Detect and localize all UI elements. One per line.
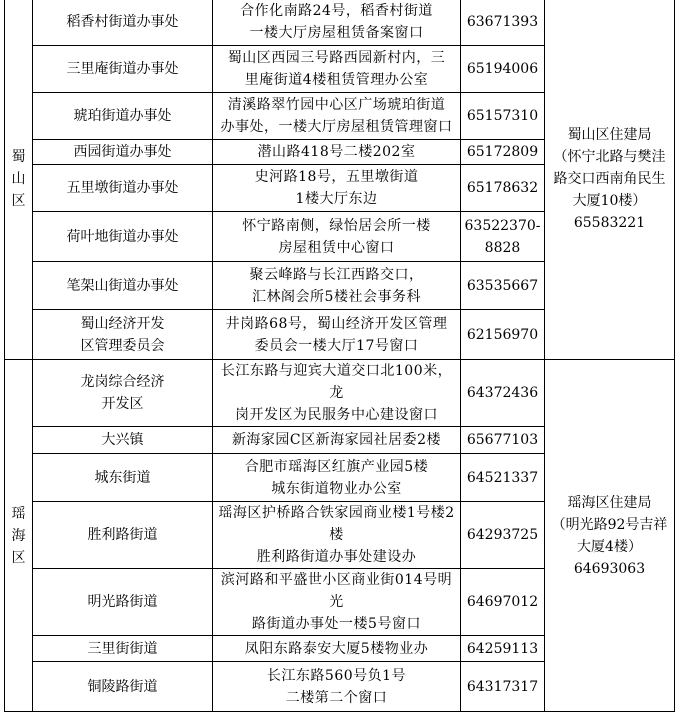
text-line: 大兴镇 — [101, 432, 144, 448]
text-line: 65194006 — [466, 61, 539, 77]
text-line: 64693063 — [573, 560, 646, 577]
text-line: 65172809 — [466, 144, 539, 160]
text-line: 明光路街道 — [87, 594, 158, 610]
office-name-cell — [33, 0, 213, 46]
office-name-cell — [33, 454, 213, 502]
text-line: 65677103 — [466, 432, 539, 448]
text-line: 63522370- — [464, 217, 541, 234]
text-line: 区 — [11, 193, 26, 209]
office-name-cell — [33, 212, 213, 262]
text-line: 65583221 — [573, 215, 646, 231]
district-cell — [5, 360, 33, 712]
address-cell — [213, 427, 461, 454]
text-line: 五里墩街道办事处 — [66, 180, 179, 196]
office-name-cell — [33, 502, 213, 569]
text-line: （明光路92号吉祥 — [551, 516, 668, 533]
text-line: 清溪路翠竹园中心区广场琥珀街道 — [227, 97, 446, 113]
text-line: 蜀山区西园三号路西园新村内，三 — [227, 50, 446, 66]
text-line: 胜利路街道 — [87, 527, 158, 543]
text-line: 大厦10楼） — [572, 193, 647, 209]
text-line: 区管理委员会 — [80, 337, 165, 354]
text-line: 史河路18号，五里墩街道 — [254, 169, 419, 185]
text-line: 瑶 — [11, 505, 26, 522]
text-line: 开发区 — [101, 396, 144, 412]
address-cell — [213, 569, 461, 636]
text-line: 65157310 — [466, 108, 539, 124]
text-line: 瑶海区住建局 — [567, 494, 652, 511]
phone-cell — [461, 636, 545, 662]
office-name-cell — [33, 636, 213, 662]
text-line: 稻香村街道办事处 — [66, 14, 179, 30]
phone-cell — [461, 46, 545, 93]
rental-registry-table — [4, 0, 675, 712]
office-name-cell — [33, 93, 213, 140]
text-line: 潜山路418号二楼202室 — [257, 144, 416, 160]
office-name-cell — [33, 262, 213, 310]
office-name-cell — [33, 46, 213, 93]
text-line: 合作化南路24号，稻香村街道 — [240, 3, 433, 19]
phone-cell — [461, 0, 545, 46]
text-line: 龙岗综合经济 — [80, 374, 165, 390]
text-line: 1楼大厅东边 — [295, 191, 378, 207]
text-line: 琥珀街道办事处 — [73, 108, 172, 124]
phone-cell — [461, 502, 545, 569]
address-cell — [213, 93, 461, 140]
text-line: 64372436 — [466, 385, 539, 401]
address-cell — [213, 165, 461, 212]
text-line: 65178632 — [466, 180, 539, 196]
office-name-cell — [33, 140, 213, 165]
text-line: 井岗路68号，蜀山经济开发区管理 — [225, 315, 448, 332]
phone-cell — [461, 454, 545, 502]
phone-cell — [461, 262, 545, 310]
text-line: 三里庵街道办事处 — [66, 61, 179, 77]
phone-cell — [461, 212, 545, 262]
address-cell — [213, 636, 461, 662]
text-line: 大厦4楼） — [577, 538, 642, 555]
address-cell — [213, 662, 461, 712]
text-line: 63535667 — [466, 277, 539, 294]
office-name-cell — [33, 360, 213, 427]
bureau-contact-cell — [545, 0, 675, 360]
text-line: 一楼大厅房屋租赁备案窗口 — [249, 25, 424, 41]
text-line: 海 — [11, 527, 26, 544]
address-cell — [213, 0, 461, 46]
text-line: 二楼第二个窗口 — [285, 689, 388, 706]
district-cell — [5, 0, 33, 360]
text-line: 瑶海区护桥路合铁家园商业楼1号楼2楼 — [218, 505, 455, 543]
text-line: 长江东路与迎宾大道交口北100米，龙 — [220, 363, 453, 401]
phone-cell — [461, 360, 545, 427]
text-line: 路街道办事处一楼5号窗口 — [252, 616, 421, 632]
text-line: 新海家园C区新海家园社居委2楼 — [231, 432, 442, 448]
phone-cell — [461, 427, 545, 454]
text-line: 汇林阁会所5楼社会事务科 — [252, 288, 421, 305]
office-name-cell — [33, 165, 213, 212]
text-line: 里庵街道4楼租赁管理办公室 — [244, 72, 429, 88]
bureau-contact-cell — [545, 360, 675, 712]
text-line: 西园街道办事处 — [73, 144, 172, 160]
text-line: 64521337 — [466, 469, 539, 486]
address-cell — [213, 46, 461, 93]
text-line: 64293725 — [466, 527, 539, 543]
text-line: 怀宁路南侧，绿怡居会所一楼 — [242, 217, 431, 234]
text-line: 城东街道 — [94, 469, 151, 486]
address-cell — [213, 212, 461, 262]
text-line: 聚云峰路与长江西路交口， — [249, 266, 424, 283]
text-line: 蜀山经济开发 — [80, 315, 165, 332]
address-cell — [213, 262, 461, 310]
text-line: 荷叶地街道办事处 — [66, 228, 179, 245]
phone-cell — [461, 662, 545, 712]
phone-cell — [461, 310, 545, 360]
text-line: 64317317 — [466, 678, 539, 695]
text-line: 蜀山区住建局 — [567, 127, 652, 143]
office-name-cell — [33, 662, 213, 712]
text-line: 8828 — [484, 239, 521, 256]
address-cell — [213, 360, 461, 427]
table-row — [5, 0, 675, 46]
text-line: 长江东路560号负1号 — [266, 667, 407, 684]
text-line: 滨河路和平盛世小区商业街014号明光 — [220, 572, 453, 610]
phone-cell — [461, 140, 545, 165]
office-name-cell — [33, 427, 213, 454]
address-cell — [213, 502, 461, 569]
phone-cell — [461, 569, 545, 636]
text-line: 胜利路街道办事处建设办 — [256, 549, 417, 565]
text-line: 路交口西南角民生 — [553, 171, 666, 187]
office-name-cell — [33, 310, 213, 360]
text-line: 三里街街道 — [87, 640, 158, 657]
text-line: 委员会一楼大厅17号窗口 — [254, 337, 419, 354]
office-name-cell — [33, 569, 213, 636]
phone-cell — [461, 93, 545, 140]
address-cell — [213, 140, 461, 165]
text-line: 64259113 — [466, 640, 539, 657]
text-line: 合肥市瑶海区红旗产业园5楼 — [244, 458, 429, 475]
text-line: 凤阳东路泰安大厦5楼物业办 — [244, 640, 429, 657]
text-line: 区 — [11, 549, 26, 566]
text-line: 房屋租赁中心窗口 — [278, 239, 395, 256]
address-cell — [213, 310, 461, 360]
text-line: 64697012 — [466, 594, 539, 610]
text-line: 铜陵路街道 — [87, 678, 158, 695]
phone-cell — [461, 165, 545, 212]
address-cell — [213, 454, 461, 502]
text-line: 63671393 — [466, 14, 539, 30]
text-line: 62156970 — [466, 326, 539, 343]
text-line: 城东街道物业办公室 — [271, 480, 402, 497]
text-line: 办事处，一楼大厅房屋租赁管理窗口 — [220, 119, 453, 135]
text-line: （怀宁北路与樊洼 — [553, 149, 666, 165]
text-line: 山 — [11, 171, 26, 187]
text-line: 笔架山街道办事处 — [66, 277, 179, 294]
text-line: 岗开发区为民服务中心建设窗口 — [235, 407, 438, 423]
text-line: 蜀 — [11, 149, 26, 165]
table-row — [5, 360, 675, 427]
